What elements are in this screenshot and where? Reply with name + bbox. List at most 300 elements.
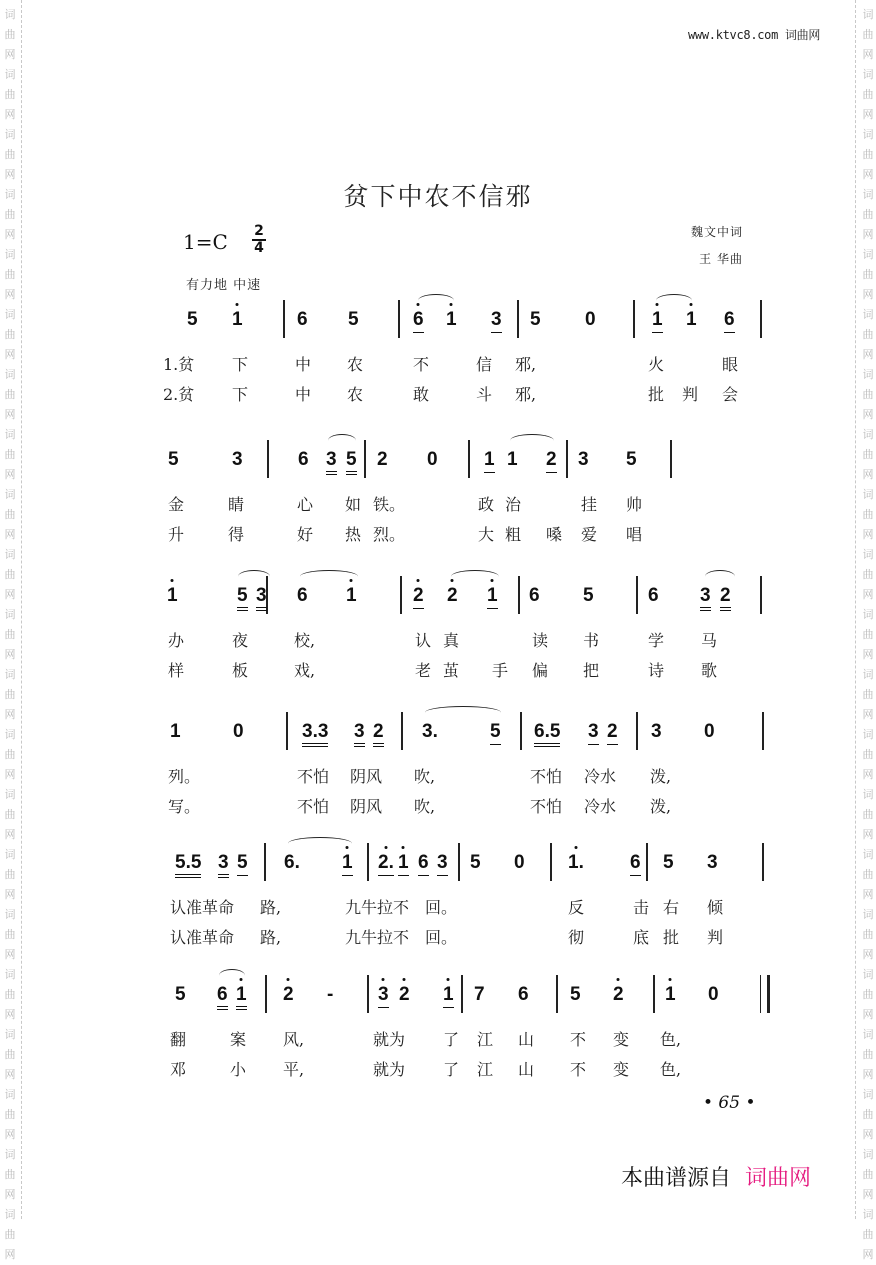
lyric-syllable: 认准革命 [170,898,235,917]
note: 6. [284,852,300,873]
lyric-syllable: 农 [347,385,364,404]
lyric-syllable: 阴风 [350,767,383,786]
watermark-char: 词 [862,848,874,861]
lyric-syllable: 夜 [232,631,249,650]
bar-line [670,440,672,478]
notes-row [0,440,876,480]
note: 0 [704,721,715,742]
bar-line [458,843,460,881]
note: 1 [487,586,498,609]
note: 1 [232,310,243,330]
watermark-char: 词 [862,1088,874,1101]
slur-arc [425,706,501,719]
watermark-char: 网 [4,588,16,601]
watermark-char: 曲 [862,88,874,101]
lyric-syllable: 样 [168,661,185,680]
time-signature-numerator: 2 [252,224,266,241]
octave-dot [287,978,290,981]
lyric-syllable: 了 [443,1060,460,1079]
watermark-char: 曲 [862,928,874,941]
lyric-syllable: 大 [478,525,495,544]
lyric-syllable: 反 [568,898,585,917]
note: 3 [437,853,448,876]
note: 2 [720,586,731,611]
lyric-syllable: 阴风 [350,797,383,816]
lyric-syllable: 睛 [228,495,245,514]
lyric-syllable: 案 [230,1030,247,1049]
note: 5 [168,449,179,470]
lyric-syllable: 粗 [505,525,522,544]
lyrics-verse1 [0,628,876,650]
watermark-char: 词 [4,368,16,381]
note: 6 [413,310,424,333]
lyric-syllable: 挂 [581,495,598,514]
watermark-char: 网 [862,888,874,901]
watermark-char: 网 [4,108,16,121]
lyric-syllable: 邓 [170,1060,187,1079]
lyric-syllable: 批 [663,928,680,947]
note: 3 [378,985,389,1008]
lyric-syllable: 小 [230,1060,247,1079]
lyric-syllable: 变 [613,1060,630,1079]
note: 2 [447,586,458,606]
watermark-char: 网 [862,948,874,961]
watermark-char: 词 [4,548,16,561]
octave-dot [171,579,174,582]
lyric-syllable: 升 [168,525,185,544]
watermark-char: 曲 [4,148,16,161]
watermark-text [860,65,876,125]
note: 3 [491,310,502,333]
slur-arc [510,434,554,447]
note: 3.3 [302,722,328,747]
watermark-char: 曲 [862,388,874,401]
lyric-syllable: 邪, [515,355,537,374]
watermark-char: 网 [862,288,874,301]
watermark-char: 曲 [4,988,16,1001]
watermark-text [2,1085,18,1145]
notes-row [0,975,876,1015]
source-brand-link[interactable]: 词曲网 [745,1166,812,1191]
watermark-char: 曲 [862,268,874,281]
watermark-char: 网 [862,1248,874,1261]
lyric-syllable: 色, [660,1060,682,1079]
watermark-char: 网 [862,1008,874,1021]
note: 5 [490,722,501,745]
lyric-syllable: 下 [232,385,249,404]
bar-line [653,975,655,1013]
site-url[interactable]: www.ktvc8.com 词曲网 [688,28,821,42]
lyric-syllable: 就为 [373,1060,406,1079]
slur-arc [328,434,356,447]
lyric-syllable: 判 [682,385,699,404]
lyrics-verse2 [0,794,876,816]
lyrics-verse2 [0,382,876,404]
bar-line [556,975,558,1013]
watermark-char: 词 [862,1148,874,1161]
slur-arc [656,294,692,307]
note: 2 [377,449,388,470]
note: 0 [708,984,719,1005]
watermark-char: 词 [862,608,874,621]
watermark-char: 网 [4,1128,16,1141]
bar-line [461,975,463,1013]
note: 2 [607,722,618,745]
note: 5 [348,309,359,330]
watermark-char: 曲 [4,508,16,521]
lyric-syllable: 爱 [581,525,598,544]
composer-credit: 王 华曲 [699,252,743,266]
note: 5 [626,449,637,470]
note: 6 [518,984,529,1005]
note: 1 [652,310,663,333]
watermark-char: 曲 [4,388,16,401]
note: 3 [588,722,599,745]
lyric-syllable: 嗓 [546,525,563,544]
slur-arc [238,570,270,583]
watermark-text [2,245,18,305]
lyric-syllable: 平, [283,1060,305,1079]
lyric-syllable: 写。 [168,797,201,816]
song-title: 贫下中农不信邪 [343,182,533,211]
note: 0 [233,721,244,742]
note: 5 [583,585,594,606]
watermark-char: 网 [4,708,16,721]
note: 2 [613,985,624,1005]
watermark-char: 词 [4,728,16,741]
bar-line [286,712,288,750]
watermark-char: 词 [4,608,16,621]
note: 5 [237,586,248,611]
note: 6 [298,449,309,470]
note: 2 [373,722,384,747]
note: 5.5 [175,853,201,878]
lyric-syllable: 信 [476,355,493,374]
watermark-text [2,125,18,185]
lyrics-verse1 [0,1027,876,1049]
octave-dot [451,579,454,582]
bar-line [646,843,648,881]
watermark-char: 词 [4,8,16,21]
watermark-char: 曲 [4,1168,16,1181]
watermark-char: 曲 [4,868,16,881]
note: 1 [346,586,357,606]
note: 6 [297,585,308,606]
watermark-char: 网 [4,288,16,301]
watermark-char: 网 [4,408,16,421]
watermark-char: 曲 [862,808,874,821]
lyric-syllable: 金 [168,495,185,514]
lyric-syllable: 铁。 [373,495,406,514]
note: 1 [507,449,518,470]
watermark-char: 曲 [4,748,16,761]
bar-line [267,440,269,478]
note: 0 [585,309,596,330]
watermark-char: 曲 [862,568,874,581]
lyric-syllable: 列。 [168,767,201,786]
lyric-syllable: 老 [415,661,432,680]
note: 5 [530,309,541,330]
watermark-char: 词 [862,668,874,681]
watermark-text [860,245,876,305]
lyric-syllable: 农 [347,355,364,374]
note: 1 [167,586,178,606]
note: - [327,984,334,1005]
octave-dot [403,978,406,981]
watermark-text [2,65,18,125]
lyric-syllable: 板 [232,661,249,680]
source-attribution [621,1161,811,1192]
lyric-syllable: 风, [283,1030,305,1049]
note: 5 [346,450,357,475]
octave-dot [617,978,620,981]
watermark-text [860,125,876,185]
lyrics-verse1 [0,492,876,514]
octave-dot [656,303,659,306]
watermark-char: 词 [4,1088,16,1101]
bar-line [762,843,764,881]
lyric-syllable: 认 [415,631,432,650]
watermark-char: 网 [862,1068,874,1081]
watermark-char: 网 [4,228,16,241]
bar-line [762,712,764,750]
bar-line [520,712,522,750]
lyric-syllable: 回。 [425,898,458,917]
watermark-text [2,1145,18,1205]
octave-dot [382,978,385,981]
watermark-char: 曲 [862,1108,874,1121]
note: 1 [398,853,409,876]
watermark-char: 曲 [862,28,874,41]
lyric-syllable: 不 [570,1030,587,1049]
lyric-syllable: 九牛拉不 [345,928,410,947]
lyric-syllable: 不怕 [530,767,563,786]
bar-line [401,712,403,750]
notes-row [0,300,876,340]
lyric-syllable: 路, [260,898,282,917]
watermark-char: 词 [4,788,16,801]
note: 2 [413,586,424,609]
bar-line [264,843,266,881]
lyric-syllable: 唱 [626,525,643,544]
bar-line [468,440,470,478]
note: 5 [175,984,186,1005]
lyric-syllable: 认准革命 [170,928,235,947]
slur-arc [288,837,352,850]
note: 3 [218,853,229,878]
lyric-syllable: 茧 [443,661,460,680]
lyric-syllable: 学 [648,631,665,650]
watermark-char: 网 [862,48,874,61]
watermark-text [2,1205,18,1265]
watermark-char: 词 [4,248,16,261]
bar-line [518,576,520,614]
lyric-syllable: 歌 [701,661,718,680]
lyric-syllable: 色, [660,1030,682,1049]
lyric-syllable: 偏 [532,661,549,680]
note: 1 [170,721,181,742]
watermark-char: 词 [862,248,874,261]
watermark-text [860,1205,876,1265]
lyric-syllable: 2.贫 [163,385,195,404]
octave-dot [447,978,450,981]
note: 3. [422,721,438,742]
watermark-char: 网 [862,588,874,601]
lyric-syllable: 不怕 [297,797,330,816]
note: 5 [187,309,198,330]
watermark-char: 网 [4,888,16,901]
note: 2. [378,853,394,876]
lyric-syllable: 吹, [414,797,436,816]
watermark-char: 曲 [4,808,16,821]
bar-line [367,843,369,881]
lyric-syllable: 书 [583,631,600,650]
note: 5 [237,853,248,876]
watermark-char: 曲 [4,1048,16,1061]
lyric-syllable: 下 [232,355,249,374]
notes-row [0,712,876,752]
note: 1 [342,853,353,876]
source-text: 本曲谱源自 [621,1166,732,1191]
watermark-char: 网 [862,1188,874,1201]
note: 3 [700,586,711,611]
lyric-syllable: 冷水 [584,797,617,816]
lyric-syllable: 不 [413,355,430,374]
lyric-syllable: 办 [168,631,185,650]
watermark-char: 网 [4,348,16,361]
note: 5 [570,984,581,1005]
note: 1 [446,310,457,330]
lyrics-verse2 [0,1057,876,1079]
lyric-syllable: 九牛拉不 [345,898,410,917]
watermark-char: 曲 [4,928,16,941]
lyric-syllable: 倾 [707,898,724,917]
watermark-char: 曲 [862,868,874,881]
watermark-char: 词 [862,368,874,381]
bar-line [367,975,369,1013]
notes-row [0,576,876,616]
lyric-syllable: 好 [297,525,314,544]
watermark-char: 网 [4,48,16,61]
lyric-syllable: 不怕 [297,767,330,786]
note: 6 [630,853,641,876]
note: 6 [217,985,228,1010]
lyric-syllable: 得 [228,525,245,544]
note: 6 [529,585,540,606]
watermark-char: 网 [4,948,16,961]
watermark-char: 词 [4,308,16,321]
note: 3 [326,450,337,475]
bar-line [517,300,519,338]
lyric-syllable: 1.贫 [163,355,195,374]
watermark-char: 词 [4,1148,16,1161]
octave-dot [350,579,353,582]
watermark-char: 词 [862,188,874,201]
watermark-char: 词 [862,308,874,321]
watermark-char: 词 [4,68,16,81]
note: 2 [546,450,557,473]
watermark-char: 词 [4,128,16,141]
lyric-syllable: 斗 [476,385,493,404]
watermark-text [2,5,18,65]
bar-line [633,300,635,338]
tempo-marking: 有力地 中速 [186,278,262,293]
lyric-syllable: 帅 [626,495,643,514]
watermark-char: 网 [862,408,874,421]
watermark-char: 网 [862,168,874,181]
octave-dot [384,846,387,849]
watermark-char: 词 [862,728,874,741]
lyric-syllable: 变 [613,1030,630,1049]
watermark-char: 词 [862,128,874,141]
lyric-syllable: 路, [260,928,282,947]
watermark-char: 词 [862,428,874,441]
bar-line [398,300,400,338]
lyric-syllable: 不 [570,1060,587,1079]
watermark-char: 词 [4,908,16,921]
lyric-syllable: 校, [294,631,316,650]
watermark-char: 曲 [862,988,874,1001]
lyric-syllable: 如 [345,495,362,514]
watermark-char: 网 [4,468,16,481]
bar-line [364,440,366,478]
note: 3 [256,586,267,611]
note: 3 [651,721,662,742]
octave-dot [417,303,420,306]
note: 3 [354,722,365,747]
watermark-char: 曲 [4,268,16,281]
lyric-syllable: 心 [297,495,314,514]
watermark-char: 网 [4,1188,16,1201]
slur-arc [418,294,454,307]
watermark-char: 网 [862,228,874,241]
watermark-char: 网 [862,348,874,361]
lyric-syllable: 热 [345,525,362,544]
watermark-char: 词 [4,848,16,861]
watermark-char: 曲 [862,1048,874,1061]
final-bar-line [760,975,770,1013]
watermark-char: 网 [862,468,874,481]
note: 6 [297,309,308,330]
octave-dot [690,303,693,306]
note: 1 [686,310,697,330]
lyrics-verse2 [0,658,876,680]
watermark-char: 曲 [862,688,874,701]
watermark-char: 曲 [4,568,16,581]
lyric-syllable: 中 [295,385,312,404]
lyric-syllable: 邪, [515,385,537,404]
watermark-char: 曲 [862,1228,874,1241]
watermark-char: 曲 [4,448,16,461]
note: 3 [578,449,589,470]
octave-dot [346,846,349,849]
watermark-char: 网 [4,1068,16,1081]
watermark-char: 曲 [4,328,16,341]
watermark-text [860,5,876,65]
bar-line [400,576,402,614]
watermark-char: 曲 [862,328,874,341]
bar-line [265,975,267,1013]
note: 1 [236,985,247,1010]
note: 1 [484,450,495,473]
watermark-char: 网 [862,768,874,781]
lyric-syllable: 江 [477,1030,494,1049]
watermark-char: 网 [4,648,16,661]
note: 0 [514,852,525,873]
watermark-char: 网 [862,1128,874,1141]
bar-line [760,300,762,338]
lyric-syllable: 泼, [650,767,672,786]
